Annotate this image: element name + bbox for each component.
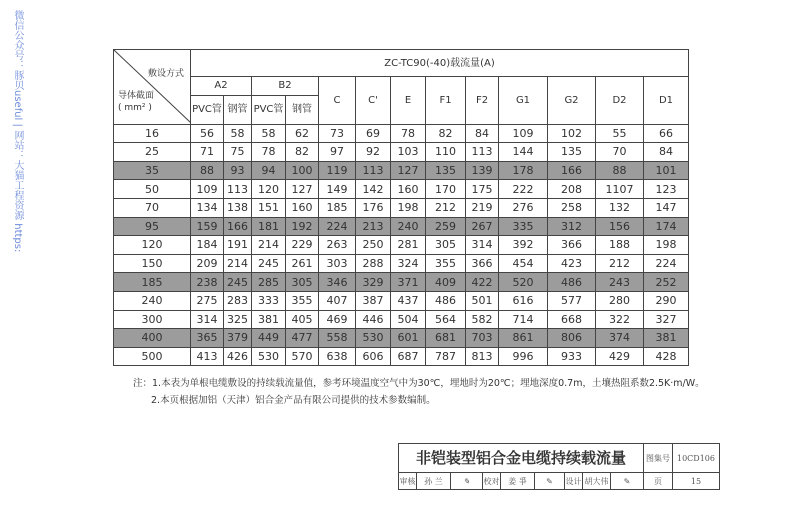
ampacity-cell: 469 [319, 310, 356, 329]
ampacity-cell: 127 [286, 180, 319, 199]
ampacity-cell: 139 [466, 161, 499, 180]
cross-section-cell: 95 [114, 217, 191, 236]
ampacity-cell: 861 [499, 329, 548, 348]
atlas-label: 图集号 [644, 444, 673, 473]
column-header: G2 [548, 77, 596, 125]
ampacity-cell: 191 [224, 236, 252, 255]
ampacity-cell: 78 [391, 124, 426, 143]
table-row [114, 236, 689, 255]
ampacity-cell: 314 [191, 310, 224, 329]
ampacity-cell: 288 [356, 254, 391, 273]
ampacity-cell: 84 [466, 124, 499, 143]
ampacity-cell: 558 [319, 329, 356, 348]
reviewer-signature: ✎ [451, 473, 483, 490]
ampacity-cell: 212 [596, 254, 644, 273]
ampacity-cell: 93 [224, 161, 252, 180]
ampacity-cell: 446 [356, 310, 391, 329]
checker-name: 姜 爭 [501, 473, 535, 490]
ampacity-cell: 82 [426, 124, 466, 143]
ampacity-cell: 933 [548, 347, 596, 366]
ampacity-cell: 638 [319, 347, 356, 366]
sub-header: PVC管 [191, 95, 224, 124]
ampacity-cell: 160 [391, 180, 426, 199]
ampacity-cell: 66 [644, 124, 689, 143]
ampacity-cell: 58 [224, 124, 252, 143]
table-row [114, 310, 689, 329]
ampacity-cell: 813 [466, 347, 499, 366]
table-row [114, 291, 689, 310]
ampacity-cell: 70 [596, 143, 644, 162]
ampacity-cell: 75 [224, 143, 252, 162]
cross-section-cell: 25 [114, 143, 191, 162]
title-block [398, 443, 720, 490]
ampacity-cell: 606 [356, 347, 391, 366]
ampacity-cell: 212 [426, 198, 466, 217]
column-header: D1 [644, 77, 689, 125]
ampacity-cell: 214 [224, 254, 252, 273]
check-label: 校对 [483, 473, 501, 490]
ampacity-cell: 379 [224, 329, 252, 348]
cross-section-cell: 16 [114, 124, 191, 143]
table-row [114, 143, 689, 162]
column-header: G1 [499, 77, 548, 125]
ampacity-cell: 166 [224, 217, 252, 236]
ampacity-cell: 198 [391, 198, 426, 217]
unit-label: ( mm² ) [118, 103, 152, 113]
checker-signature: ✎ [535, 473, 565, 490]
ampacity-cell: 520 [499, 273, 548, 292]
table-row [114, 180, 689, 199]
ampacity-cell: 355 [426, 254, 466, 273]
ampacity-cell: 449 [252, 329, 286, 348]
ampacity-cell: 582 [466, 310, 499, 329]
ampacity-cell: 100 [286, 161, 319, 180]
ampacity-cell: 564 [426, 310, 466, 329]
ampacity-cell: 258 [548, 198, 596, 217]
table-row [114, 161, 689, 180]
ampacity-cell: 88 [596, 161, 644, 180]
ampacity-cell: 687 [391, 347, 426, 366]
designer-name: 胡大伟 [583, 473, 611, 490]
ampacity-cell: 109 [499, 124, 548, 143]
ampacity-cell: 82 [286, 143, 319, 162]
ampacity-cell: 325 [224, 310, 252, 329]
ampacity-cell: 428 [644, 347, 689, 366]
ampacity-cell: 290 [644, 291, 689, 310]
ampacity-cell: 142 [356, 180, 391, 199]
ampacity-cell: 276 [499, 198, 548, 217]
ampacity-cell: 405 [286, 310, 319, 329]
ampacity-cell: 305 [286, 273, 319, 292]
corner-header [114, 50, 191, 125]
ampacity-cell: 806 [548, 329, 596, 348]
ampacity-cell: 166 [548, 161, 596, 180]
ampacity-cell: 570 [286, 347, 319, 366]
ampacity-cell: 392 [499, 236, 548, 255]
cross-section-cell: 240 [114, 291, 191, 310]
ampacity-cell: 366 [466, 254, 499, 273]
group-title: ZC-TC90(-40)载流量(A) [191, 50, 689, 77]
cross-section-cell: 500 [114, 347, 191, 366]
ampacity-cell: 365 [191, 329, 224, 348]
ampacity-cell: 147 [644, 198, 689, 217]
ampacity-cell: 102 [548, 124, 596, 143]
ampacity-cell: 213 [356, 217, 391, 236]
cross-section-cell: 185 [114, 273, 191, 292]
ampacity-cell: 504 [391, 310, 426, 329]
ampacity-cell: 103 [391, 143, 426, 162]
ampacity-cell: 208 [548, 180, 596, 199]
ampacity-cell: 374 [596, 329, 644, 348]
ampacity-cell: 138 [224, 198, 252, 217]
ampacity-cell: 381 [252, 310, 286, 329]
ampacity-cell: 477 [286, 329, 319, 348]
ampacity-cell: 616 [499, 291, 548, 310]
cross-section-cell: 35 [114, 161, 191, 180]
ampacity-cell: 259 [426, 217, 466, 236]
ampacity-cell: 314 [466, 236, 499, 255]
notes [133, 375, 705, 409]
ampacity-cell: 381 [644, 329, 689, 348]
ampacity-cell: 222 [499, 180, 548, 199]
ampacity-cell: 214 [252, 236, 286, 255]
ampacity-cell: 127 [391, 161, 426, 180]
watermark: 微信公众号：豚贝useful | 网站：大猫工程资源 https: [12, 10, 23, 253]
ampacity-cell: 681 [426, 329, 466, 348]
ampacity-cell: 175 [466, 180, 499, 199]
reviewer-name: 孙 兰 [417, 473, 451, 490]
ampacity-table [113, 49, 689, 366]
note-2: 2.本页根据加铝（天津）铝合金产品有限公司提供的技术参数编制。 [151, 395, 436, 406]
ampacity-cell: 407 [319, 291, 356, 310]
ampacity-cell: 245 [252, 254, 286, 273]
ampacity-cell: 69 [356, 124, 391, 143]
ampacity-cell: 120 [252, 180, 286, 199]
sub-header: 钢管 [224, 95, 252, 124]
cross-section-cell: 120 [114, 236, 191, 255]
column-header: C' [356, 77, 391, 125]
ampacity-cell: 192 [286, 217, 319, 236]
column-header: D2 [596, 77, 644, 125]
page-number: 15 [690, 477, 702, 486]
review-label: 审核 [399, 473, 417, 490]
ampacity-cell: 333 [252, 291, 286, 310]
ampacity-cell: 135 [548, 143, 596, 162]
ampacity-cell: 281 [391, 236, 426, 255]
ampacity-cell: 135 [426, 161, 466, 180]
ampacity-cell: 285 [252, 273, 286, 292]
table-row [114, 254, 689, 273]
ampacity-cell: 184 [191, 236, 224, 255]
ampacity-cell: 219 [466, 198, 499, 217]
page-label: 页 [644, 473, 673, 490]
cross-section-label: 导体截面 [118, 91, 155, 101]
table-row [114, 124, 689, 143]
ampacity-cell: 198 [644, 236, 689, 255]
drawing-title: 非铠装型铝合金电缆持续载流量 [399, 444, 644, 473]
ampacity-cell: 486 [426, 291, 466, 310]
ampacity-cell: 437 [391, 291, 426, 310]
ampacity-cell: 322 [596, 310, 644, 329]
cross-section-cell: 150 [114, 254, 191, 273]
ampacity-cell: 119 [319, 161, 356, 180]
ampacity-cell: 224 [644, 254, 689, 273]
group-a2: A2 [191, 77, 252, 96]
ampacity-cell: 371 [391, 273, 426, 292]
ampacity-cell: 245 [224, 273, 252, 292]
ampacity-cell: 324 [391, 254, 426, 273]
ampacity-cell: 312 [548, 217, 596, 236]
ampacity-cell: 178 [499, 161, 548, 180]
cross-section-cell: 50 [114, 180, 191, 199]
ampacity-cell: 160 [286, 198, 319, 217]
ampacity-cell: 335 [499, 217, 548, 236]
ampacity-cell: 113 [356, 161, 391, 180]
column-header: F1 [426, 77, 466, 125]
ampacity-cell: 327 [644, 310, 689, 329]
ampacity-cell: 267 [466, 217, 499, 236]
ampacity-cell: 366 [548, 236, 596, 255]
ampacity-cell: 113 [224, 180, 252, 199]
ampacity-cell: 429 [596, 347, 644, 366]
ampacity-cell: 243 [596, 273, 644, 292]
ampacity-cell: 110 [426, 143, 466, 162]
sub-header: 钢管 [286, 95, 319, 124]
table-row [114, 347, 689, 366]
ampacity-cell: 56 [191, 124, 224, 143]
cross-section-cell: 70 [114, 198, 191, 217]
ampacity-cell: 486 [548, 273, 596, 292]
ampacity-cell: 601 [391, 329, 426, 348]
ampacity-cell: 787 [426, 347, 466, 366]
ampacity-cell: 283 [224, 291, 252, 310]
laying-method-label: 敷设方式 [147, 69, 184, 79]
ampacity-cell: 577 [548, 291, 596, 310]
ampacity-cell: 174 [644, 217, 689, 236]
column-header: E [391, 77, 426, 125]
ampacity-cell: 144 [499, 143, 548, 162]
table-row [114, 217, 689, 236]
ampacity-cell: 94 [252, 161, 286, 180]
table-row [114, 273, 689, 292]
ampacity-cell: 156 [596, 217, 644, 236]
ampacity-cell: 329 [356, 273, 391, 292]
ampacity-cell: 1107 [596, 180, 644, 199]
ampacity-cell: 229 [286, 236, 319, 255]
ampacity-cell: 113 [466, 143, 499, 162]
ampacity-cell: 355 [286, 291, 319, 310]
ampacity-cell: 109 [191, 180, 224, 199]
note-1: 注：1.本表为单根电缆敷设的持续载流量值，参考环境温度空气中为30℃，埋地时为20℃；埋地深度0.7m，土壤热阻系数2.5K·m/W。 [133, 378, 705, 389]
ampacity-cell: 668 [548, 310, 596, 329]
ampacity-cell: 62 [286, 124, 319, 143]
ampacity-cell: 84 [644, 143, 689, 162]
ampacity-cell: 422 [466, 273, 499, 292]
ampacity-cell: 280 [596, 291, 644, 310]
table-row [114, 198, 689, 217]
ampacity-cell: 303 [319, 254, 356, 273]
ampacity-cell: 55 [596, 124, 644, 143]
ampacity-cell: 58 [252, 124, 286, 143]
column-header: F2 [466, 77, 499, 125]
ampacity-cell: 159 [191, 217, 224, 236]
ampacity-cell: 423 [548, 254, 596, 273]
atlas-number: 10CD106 [673, 444, 719, 473]
ampacity-cell: 185 [319, 198, 356, 217]
ampacity-cell: 413 [191, 347, 224, 366]
ampacity-cell: 501 [466, 291, 499, 310]
table-row [114, 329, 689, 348]
ampacity-cell: 714 [499, 310, 548, 329]
ampacity-cell: 387 [356, 291, 391, 310]
ampacity-cell: 252 [644, 273, 689, 292]
ampacity-cell: 263 [319, 236, 356, 255]
sub-header: PVC管 [252, 95, 286, 124]
ampacity-cell: 703 [466, 329, 499, 348]
cross-section-cell: 400 [114, 329, 191, 348]
ampacity-cell: 170 [426, 180, 466, 199]
ampacity-cell: 530 [356, 329, 391, 348]
ampacity-cell: 261 [286, 254, 319, 273]
ampacity-cell: 71 [191, 143, 224, 162]
ampacity-cell: 101 [644, 161, 689, 180]
designer-signature: ✎ [611, 473, 644, 490]
group-b2: B2 [252, 77, 319, 96]
ampacity-cell: 224 [319, 217, 356, 236]
ampacity-cell: 188 [596, 236, 644, 255]
ampacity-cell: 305 [426, 236, 466, 255]
ampacity-cell: 181 [252, 217, 286, 236]
ampacity-cell: 240 [391, 217, 426, 236]
ampacity-cell: 275 [191, 291, 224, 310]
ampacity-cell: 123 [644, 180, 689, 199]
ampacity-cell: 454 [499, 254, 548, 273]
ampacity-cell: 78 [252, 143, 286, 162]
design-label: 设计 [565, 473, 583, 490]
ampacity-cell: 134 [191, 198, 224, 217]
ampacity-cell: 92 [356, 143, 391, 162]
ampacity-cell: 250 [356, 236, 391, 255]
ampacity-cell: 346 [319, 273, 356, 292]
ampacity-cell: 426 [224, 347, 252, 366]
ampacity-cell: 996 [499, 347, 548, 366]
ampacity-cell: 409 [426, 273, 466, 292]
ampacity-cell: 73 [319, 124, 356, 143]
ampacity-cell: 176 [356, 198, 391, 217]
ampacity-cell: 209 [191, 254, 224, 273]
cross-section-cell: 300 [114, 310, 191, 329]
ampacity-cell: 238 [191, 273, 224, 292]
ampacity-cell: 132 [596, 198, 644, 217]
ampacity-cell: 88 [191, 161, 224, 180]
ampacity-cell: 97 [319, 143, 356, 162]
column-header: C [319, 77, 356, 125]
ampacity-cell: 151 [252, 198, 286, 217]
ampacity-cell: 149 [319, 180, 356, 199]
ampacity-cell: 530 [252, 347, 286, 366]
